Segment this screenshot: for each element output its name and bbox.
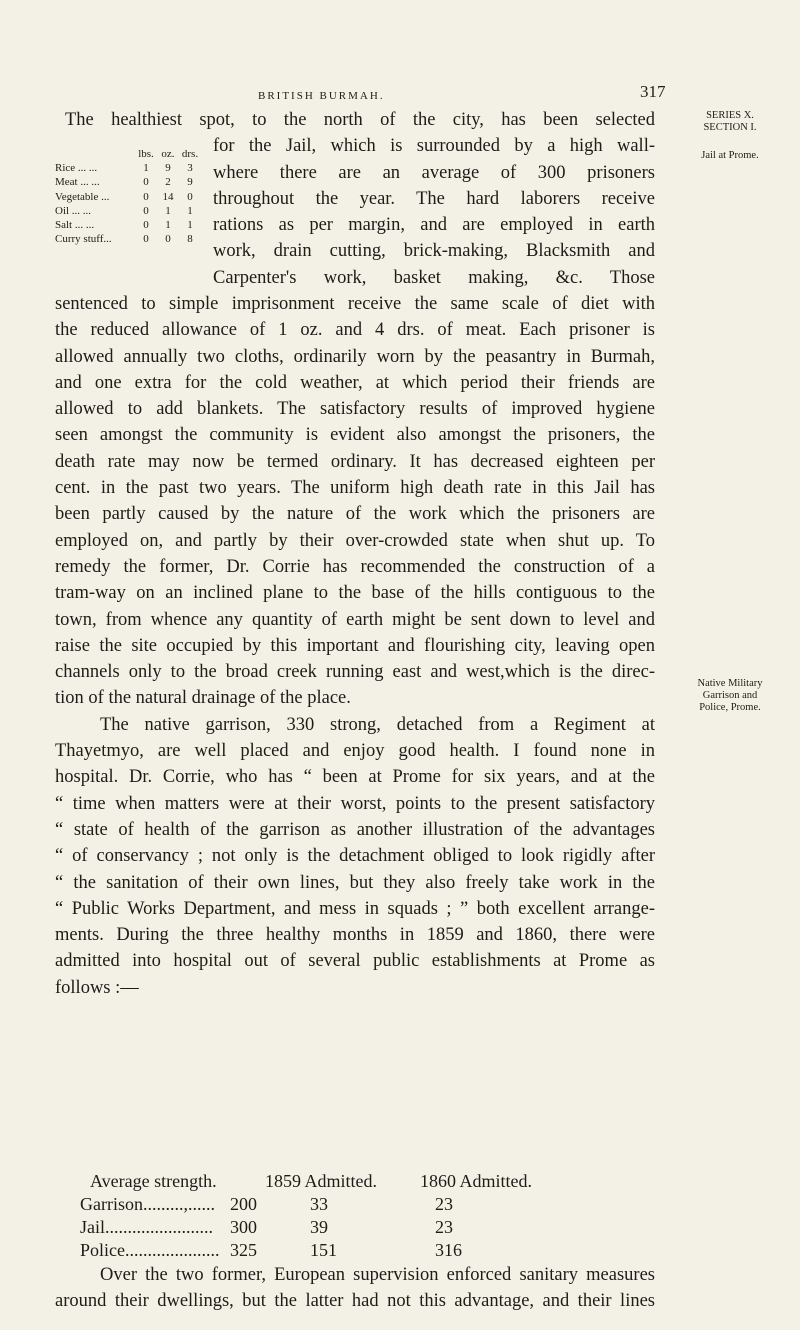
text-line-start: The healthiest	[65, 110, 182, 130]
diet-lbs: 0	[143, 176, 149, 189]
text-line: throughout the year. The hard laborers receive	[213, 188, 655, 209]
table-row	[80, 1239, 532, 1262]
diet-oz: 14	[162, 190, 174, 203]
diet-item: Meat ... ...	[55, 176, 100, 189]
text-line: “ of conservancy ; not only is the detachment obliged to look rigidly after	[55, 846, 655, 867]
diet-lbs: 0	[143, 219, 149, 232]
text-line: seen amongst the community is evident also amongst the prisoners, the	[55, 425, 655, 446]
table-cell-name: Police.....................	[80, 1240, 220, 1260]
paragraph-supervision	[55, 1262, 655, 1315]
text-line: tram-way on an inclined plane to the base of the hills contiguous to the	[55, 583, 655, 604]
paragraph-jail	[55, 107, 655, 133]
text-line: where there are an average of 300 prisoners	[213, 162, 655, 183]
text-line: Thayetmyo, are well placed and enjoy good health. I found none in	[55, 741, 655, 762]
sidenote-series	[665, 110, 795, 134]
text-line: and one extra for the cold weather, at which period their friends are	[55, 372, 655, 393]
sidenote-native-line1: Native Military	[697, 678, 763, 689]
text-line: rations as per margin, and are employed in earth	[213, 215, 655, 236]
diet-lbs: 0	[143, 204, 149, 217]
text-line: allowed to add blankets. The satisfactory results of improved hygiene	[55, 399, 655, 420]
text-line: ments. During the three healthy months in 1859 and 1860, there were	[55, 925, 655, 946]
diet-item: Salt ... ...	[55, 219, 95, 232]
diet-drs: 9	[187, 176, 193, 189]
text-line: work, drain cutting, brick-making, Blacksmith and	[213, 241, 655, 262]
text-line: for the Jail, which is surrounded by a high wall-	[213, 136, 655, 157]
diet-item: Oil ... ...	[55, 204, 92, 217]
text-line: “ state of health of the garrison as another illustration of the advantages	[55, 819, 655, 840]
diet-item: Rice ... ...	[55, 162, 98, 175]
diet-row	[55, 175, 201, 189]
admissions-table-header	[80, 1170, 532, 1193]
diet-header-oz: oz.	[161, 148, 175, 160]
text-line: admitted into hospital out of several public establishments at Prome as	[55, 951, 655, 972]
diet-drs: 3	[187, 162, 193, 175]
running-header: BRITISH BURMAH.	[258, 90, 385, 102]
text-line: employed on, and partly by their over-crowded state when shut up. To	[55, 530, 655, 551]
sidenote-native-line2: Garrison and	[702, 690, 758, 701]
text-line: tion of the natural drainage of the place.	[55, 688, 351, 709]
table-cell-strength: 300	[230, 1217, 257, 1237]
diet-oz: 2	[165, 176, 171, 189]
sidenote-series-line1: SERIES X.	[706, 110, 754, 121]
table-cell-1859: 151	[310, 1240, 337, 1260]
diet-table	[55, 147, 201, 246]
text-line: hospital. Dr. Corrie, who has “ been at Prome for six years, and at the	[55, 767, 655, 788]
text-line: Carpenter's work, basket making, &c. Those	[213, 267, 655, 288]
text-line: remedy the former, Dr. Corrie has recommended the construction of a	[55, 556, 655, 577]
table-cell-1860: 23	[435, 1217, 453, 1237]
diet-header-drs: drs.	[181, 148, 199, 160]
text-line: The native garrison, 330 strong, detached from a Regiment at	[100, 714, 655, 735]
table-cell-name: Jail........................	[80, 1217, 213, 1237]
page-number: 317	[640, 82, 666, 101]
diet-row	[55, 190, 201, 204]
diet-row	[55, 204, 201, 218]
table-cell-1860: 316	[435, 1240, 462, 1260]
diet-lbs: 1	[143, 162, 149, 175]
diet-drs: 8	[187, 233, 193, 246]
table-cell-1860: 23	[435, 1194, 453, 1214]
sidenote-series-line2: SECTION I.	[703, 122, 757, 133]
table-cell-1859: 39	[310, 1217, 328, 1237]
diet-table-header	[55, 147, 201, 161]
table-row	[80, 1216, 532, 1239]
sidenote-native-garrison	[665, 678, 795, 714]
diet-drs: 1	[187, 204, 193, 217]
text-line: death rate may now be termed ordinary. It has decreased eighteen per	[55, 451, 655, 472]
text-line: “ the sanitation of their own lines, but they also freely take work in the	[55, 872, 655, 893]
diet-row	[55, 218, 201, 232]
admissions-table	[80, 1170, 532, 1262]
table-header-strength: Average strength.	[90, 1171, 217, 1191]
table-header-1859: 1859 Admitted.	[265, 1171, 377, 1191]
diet-header-lbs: lbs.	[138, 148, 154, 160]
text-line: town, from whence any quantity of earth might be sent down to level and	[55, 609, 655, 630]
text-line: sentenced to simple imprisonment receive the same scale of diet with	[55, 294, 655, 314]
paragraph-jail-wrapped	[213, 133, 655, 291]
text-line: been partly caused by the nature of the work which the prisoners are	[55, 504, 655, 525]
diet-lbs: 0	[143, 190, 149, 203]
table-row	[80, 1193, 532, 1216]
diet-oz: 9	[165, 162, 171, 175]
table-cell-strength: 325	[230, 1240, 257, 1260]
sidenote-jail: Jail at Prome.	[701, 150, 759, 161]
diet-item: Vegetable ...	[55, 190, 110, 203]
text-line: “ time when matters were at their worst, points to the present satisfactory	[55, 793, 655, 814]
text-line: allowed annually two cloths, ordinarily worn by the peasantry in Burmah,	[55, 346, 655, 367]
diet-drs: 1	[187, 219, 193, 232]
diet-item: Curry stuff...	[55, 233, 112, 246]
table-cell-strength: 200	[230, 1194, 257, 1214]
diet-lbs: 0	[143, 233, 149, 246]
diet-oz: 1	[165, 204, 171, 217]
text-line: cent. in the past two years. The uniform high death rate in this Jail has	[55, 478, 655, 499]
text-line: around their dwellings, but the latter had not this advantage, and their lines	[55, 1291, 655, 1312]
diet-row	[55, 161, 201, 175]
text-line: follows :—	[55, 977, 139, 998]
text-line-end: spot, to the north of the city, has been selected	[199, 110, 656, 130]
diet-oz: 1	[165, 219, 171, 232]
diet-oz: 0	[165, 233, 171, 246]
paragraph-jail-cont	[55, 291, 655, 1001]
table-header-1860: 1860 Admitted.	[420, 1171, 532, 1191]
text-line: “ Public Works Department, and mess in squads ; ” both excellent arrange-	[55, 898, 655, 919]
table-cell-name: Garrison.........,......	[80, 1194, 215, 1214]
sidenote-native-line3: Police, Prome.	[699, 702, 761, 713]
text-line: the reduced allowance of 1 oz. and 4 drs. of meat. Each prisoner is	[55, 320, 655, 341]
text-line: raise the site occupied by this important and flourishing city, leaving open	[55, 635, 655, 656]
text-line: Over the two former, European supervision enforced sanitary measures	[100, 1265, 655, 1285]
diet-drs: 0	[187, 190, 193, 203]
text-line: channels only to the broad creek running east and west,which is the direc-	[55, 662, 655, 683]
diet-row	[55, 232, 201, 246]
table-cell-1859: 33	[310, 1194, 328, 1214]
text-line	[55, 107, 655, 133]
